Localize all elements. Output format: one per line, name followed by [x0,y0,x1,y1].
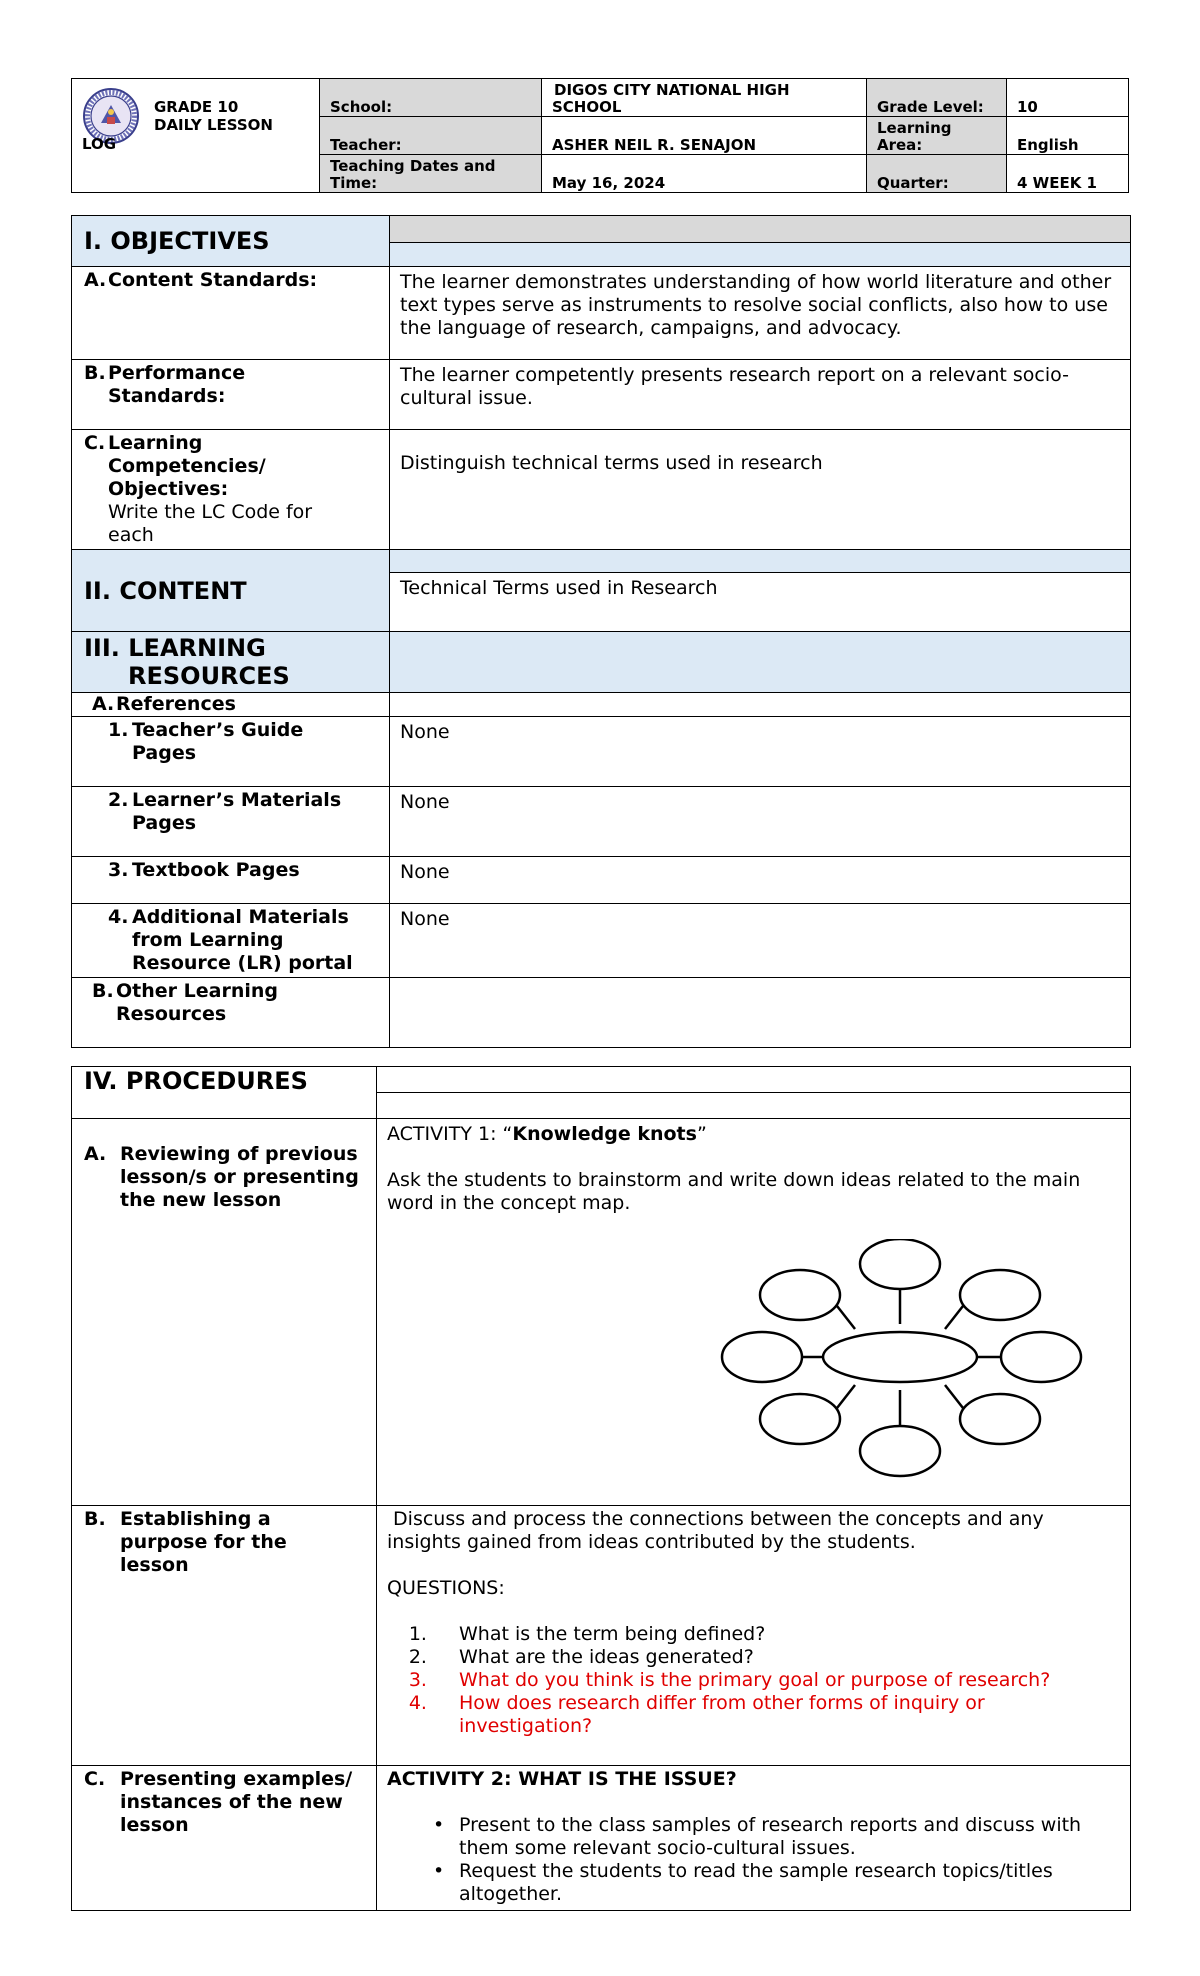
dates-label [320,155,542,193]
procedure-c-line3: lesson [120,1814,189,1836]
node-left [722,1332,802,1382]
resources-blue-bar [390,632,1131,693]
resources-heading-line2: RESOURCES [128,662,290,690]
resource-item-2-value: None [390,787,1131,857]
node-bottom [860,1426,940,1476]
procedure-c-line1: Presenting examples/ [120,1768,353,1790]
objectives-heading-cell [72,216,390,267]
procedure-b-intro: Discuss and process the connections between the concepts and any insights gained from ideas contributed by the students. [387,1508,1050,1553]
content-standards-text: Content Standards: [108,269,318,291]
performance-standards-line1: Performance [108,362,246,384]
activity-1-instruction: Ask the students to brainstorm and write down ideas related to the main word in the concept map. [387,1169,1081,1214]
node-top [860,1239,940,1289]
procedure-a-num: A. [84,1143,107,1165]
resource-item-2-line1: Learner’s Materials [132,789,342,811]
procedure-c-content [377,1766,1131,1911]
resource-item-4-num: 4. [108,906,129,928]
procedure-b-line1: Establishing a [120,1508,271,1530]
activity-2-title: ACTIVITY 2: WHAT IS THE ISSUE? [387,1768,737,1790]
resource-item-4-value: None [390,904,1131,978]
procedure-b-content [377,1506,1131,1766]
resource-item-2-label [72,787,390,857]
resource-item-1-num: 1. [108,719,129,741]
questions-list [387,1623,1120,1738]
question-1: 1. What is the term being defined? [433,1623,1120,1646]
procedure-c-num: C. [84,1768,106,1790]
header-title-line2: DAILY LESSON [154,116,273,134]
resource-item-3-label [72,857,390,904]
school-value-line2: SCHOOL [552,98,622,116]
other-resources-label [72,978,390,1048]
procedure-b-line2: purpose for the [120,1531,287,1553]
resource-item-3-value: None [390,857,1131,904]
activity-2-bullets [387,1814,1120,1906]
procedures-heading: IV. PROCEDURES [84,1067,308,1095]
resources-heading-cell [72,632,390,693]
activity-2-bullet-1: • Present to the class samples of research reports and discuss with them some relevant socio-cultural issues. [433,1814,1120,1860]
performance-standards-label [72,360,390,430]
activity-1-title [387,1123,1120,1146]
activity-2-bullet-2: • Request the students to read the sample research topics/titles altogether. [433,1860,1120,1906]
procedure-c-line2: instances of the new [120,1791,343,1813]
header-title-line1: GRADE 10 [154,98,239,116]
procedure-b-num: B. [84,1508,106,1530]
content-value: Technical Terms used in Research [390,573,1131,632]
questions-heading: QUESTIONS: [387,1577,505,1599]
other-resources-value [390,978,1131,1048]
area-label-line1: Learning [877,119,952,137]
school-label: School: [320,79,542,117]
area-label [867,117,1007,155]
resource-item-1-label [72,717,390,787]
teacher-label: Teacher: [320,117,542,155]
header-table [71,78,1129,193]
procedure-a-label [72,1119,377,1506]
objectives-table [71,215,1131,1048]
resource-item-4-label [72,904,390,978]
competencies-line2: Competencies/ [108,455,266,477]
resource-item-4-line1: Additional Materials [132,906,349,928]
school-value-line1: DIGOS CITY NATIONAL HIGH [554,81,790,99]
node-right [1001,1332,1081,1382]
performance-standards-value: The learner competently presents research report on a relevant socio-cultural issue. [390,360,1131,430]
procedures-table [71,1066,1131,1911]
procedure-a-line1: Reviewing of previous [120,1143,358,1165]
competencies-num: C. [84,432,106,454]
resource-item-2-line2: Pages [132,812,197,834]
resources-heading-line1: III. LEARNING [84,634,266,662]
objectives-heading: I. OBJECTIVES [84,227,270,255]
procedures-bar-2 [377,1093,1131,1119]
grade-label: Grade Level: [867,79,1007,117]
procedure-a-line2: lesson/s or presenting [120,1166,359,1188]
question-2: 2. What are the ideas generated? [433,1646,1120,1669]
content-standards-label [72,267,390,360]
resource-item-3-num: 3. [108,859,129,881]
references-label [72,693,390,717]
dates-value: May 16, 2024 [542,155,867,193]
procedures-heading-cell [72,1067,377,1119]
node-bottom-left [760,1394,840,1444]
resource-item-2-num: 2. [108,789,129,811]
quarter-label: Quarter: [867,155,1007,193]
activity-1-name: Knowledge knots [512,1123,697,1145]
node-bottom-right [960,1394,1040,1444]
resource-item-1-line1: Teacher’s Guide [132,719,304,741]
content-heading: II. CONTENT [84,576,247,605]
header-title-line3: LOG [82,135,117,153]
content-heading-cell [72,550,390,632]
competencies-label [72,430,390,550]
procedures-bar-1 [377,1067,1131,1093]
competencies-note-line1: Write the LC Code for [108,501,313,523]
resource-item-4-line3: Resource (LR) portal [132,952,353,974]
performance-standards-line2: Standards: [108,385,226,407]
grade-value: 10 [1007,79,1129,117]
quarter-value: 4 WEEK 1 [1007,155,1129,193]
procedure-b-line3: lesson [120,1554,189,1576]
activity-1-suffix: ” [696,1123,707,1145]
resource-item-4-line2: from Learning [132,929,284,951]
procedure-a-line3: the new lesson [120,1189,282,1211]
competencies-note-line2: each [108,524,154,546]
node-top-left [760,1270,840,1320]
school-value [542,79,867,117]
central-node [823,1332,977,1382]
question-4: 4. How does research differ from other forms of inquiry or investigation? [433,1692,1120,1738]
dates-label-line2: Time: [330,174,378,192]
activity-1-prefix: ACTIVITY 1: “ [387,1123,513,1145]
resource-item-3-line1: Textbook Pages [132,859,300,881]
node-top-right [960,1270,1040,1320]
competencies-value: Distinguish technical terms used in research [390,430,1131,550]
question-3: 3. What do you think is the primary goal or purpose of research? [433,1669,1120,1692]
content-blue-bar [390,550,1131,573]
competencies-line1: Learning [108,432,203,454]
content-standards-value: The learner demonstrates understanding of how world literature and other text types serve as instruments to resolve social conflicts, also how to use the language of research, campaigns, and advocacy. [390,267,1131,360]
objectives-blue-bar [390,243,1131,267]
procedure-a-content [377,1119,1131,1506]
area-label-line2: Area: [877,136,923,154]
resource-item-1-value: None [390,717,1131,787]
other-resources-line2: Resources [116,1003,227,1025]
procedure-b-label [72,1506,377,1766]
resource-item-1-line2: Pages [132,742,197,764]
performance-standards-num: B. [84,362,106,384]
other-resources-line1: Other Learning [116,980,278,1002]
teacher-value: ASHER NEIL R. SENAJON [542,117,867,155]
objectives-gray-bar [390,216,1131,243]
content-standards-num: A. [84,269,107,291]
other-resources-num: B. [92,980,114,1002]
procedure-c-label [72,1766,377,1911]
references-num: A. [92,693,115,715]
logo-cell [72,79,320,193]
area-value: English [1007,117,1129,155]
concept-map-diagram [720,1239,1084,1479]
dates-label-line1: Teaching Dates and [330,157,496,175]
competencies-line3: Objectives: [108,478,229,500]
references-value [390,693,1131,717]
references-text: References [116,693,236,715]
